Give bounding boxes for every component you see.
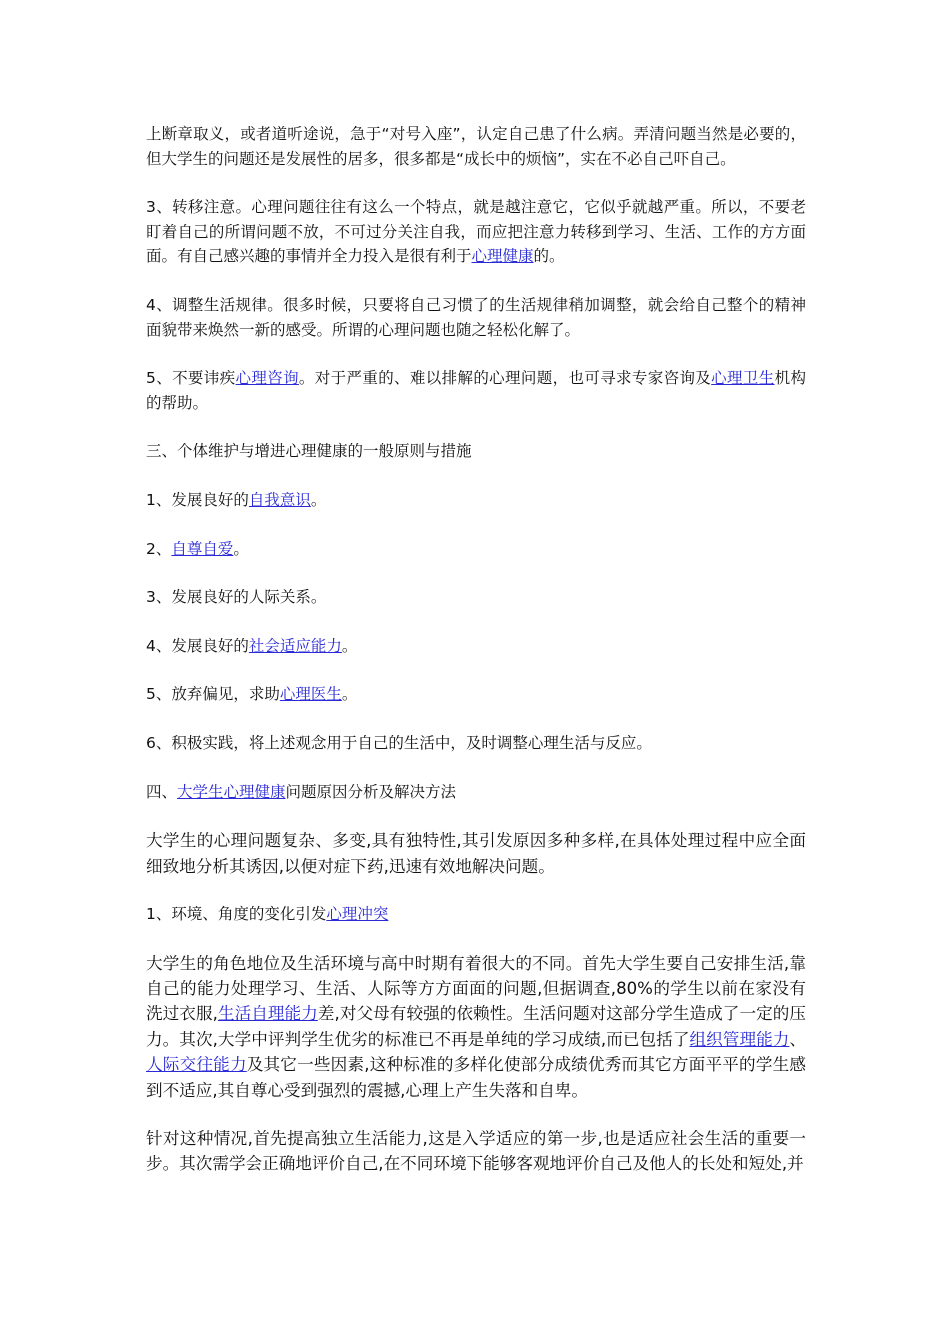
paragraph-6 xyxy=(146,488,806,513)
inline-link[interactable]: 心理健康 xyxy=(471,247,534,266)
text-run: 。 xyxy=(310,490,327,509)
text-run: 3、发展良好的人际关系。 xyxy=(146,588,327,607)
text-run: 大学生的角色地位及生活环境与高中时期有着很大的不同。首先大学生要自己安排生活,靠自己的能力处理学习、生活、人际等方方面面的问题,但据调查,80%的学生以前在家没有洗过衣服, xyxy=(146,953,806,1024)
text-run: 针对这种情况,首先提高独立生活能力,这是入学适应的第一步,也是适应社会生活的重要一步。其次需学会正确地评价自己,在不同环境下能够客观地评价自己及他人的长处和短处,并 xyxy=(146,1128,806,1174)
text-run: 1、环境、角度的变化引发 xyxy=(146,904,327,923)
inline-link[interactable]: 社会适应能力 xyxy=(248,636,342,655)
inline-link[interactable]: 心理卫生 xyxy=(711,369,775,388)
text-run: 差,对父母有较强的依赖性。生活问题对这部分学生造成了一定的压力。其次,大学中评判学生优劣的标准已不再是单纯的学习成绩,而已包括了 xyxy=(146,1004,807,1049)
inline-link[interactable]: 人际交往能力 xyxy=(146,1055,247,1075)
text-run: 大学生的心理问题复杂、多变,具有独特性,其引发原因多种多样,在具体处理过程中应全面细致地分析其诱因,以便对症下药,迅速有效地解决问题。 xyxy=(146,831,806,876)
paragraph-7 xyxy=(146,537,806,562)
inline-link[interactable]: 生活自理能力 xyxy=(217,1004,318,1024)
text-run: 。 xyxy=(341,636,358,655)
text-run: 机构的帮助。 xyxy=(146,369,806,412)
text-run: 上断章取义，或者道听途说，急于“对号入座”，认定自己患了什么病。弄清问题当然是必要的，但大学生的问题还是发展性的居多，很多都是“成长中的烦恼”，实在不必自己吓自己。 xyxy=(146,125,806,168)
paragraph-2 xyxy=(146,195,806,269)
text-run: 3、转移注意。心理问题往往有这么一个特点，就是越注意它，它似乎就越严重。所以，不要老盯着自己的所谓问题不放，不可过分关注自我，而应把注意力转移到学习、生活、工作的方方面面。有自己感兴趣的事情并全力投入是很有利于 xyxy=(146,198,806,266)
text-run: 。对于严重的、难以排解的心理问题，也可寻求专家咨询及 xyxy=(298,369,712,388)
paragraph-8 xyxy=(146,585,806,610)
paragraph-10 xyxy=(146,682,806,707)
inline-link[interactable]: 心理冲突 xyxy=(326,904,389,923)
inline-link[interactable]: 大学生心理健康 xyxy=(177,782,286,801)
text-run: 、 xyxy=(789,1029,806,1049)
paragraph-4 xyxy=(146,366,806,415)
text-run: 1、发展良好的 xyxy=(146,490,249,509)
text-run: 三、个体维护与增进心理健康的一般原则与措施 xyxy=(146,442,472,461)
paragraph-14 xyxy=(146,902,806,927)
paragraph-5 xyxy=(146,439,806,464)
paragraph-15 xyxy=(146,951,806,1103)
paragraph-16 xyxy=(146,1126,806,1177)
inline-link[interactable]: 心理咨询 xyxy=(235,369,299,388)
paragraph-1 xyxy=(146,122,806,171)
text-run: 2、 xyxy=(146,539,172,558)
text-run: 5、不要讳疾 xyxy=(146,369,236,388)
paragraph-13 xyxy=(146,828,806,879)
inline-link[interactable]: 自尊自爱 xyxy=(171,539,234,558)
inline-link[interactable]: 心理医生 xyxy=(279,685,342,704)
paragraph-11 xyxy=(146,731,806,756)
text-run: 6、积极实践，将上述观念用于自己的生活中，及时调整心理生活与反应。 xyxy=(146,733,652,752)
paragraph-9 xyxy=(146,634,806,659)
text-run: 四、 xyxy=(146,782,178,801)
text-run: 4、发展良好的 xyxy=(146,636,249,655)
text-run: 问题原因分析及解决方法 xyxy=(285,782,457,801)
paragraph-3 xyxy=(146,293,806,342)
text-run: 。 xyxy=(341,685,358,704)
text-run: 及其它一些因素,这种标准的多样化使部分成绩优秀而其它方面平平的学生感到不适应,其自尊心受到强烈的震撼,心理上产生失落和自卑。 xyxy=(146,1055,806,1100)
text-run: 5、放弃偏见，求助 xyxy=(146,685,280,704)
paragraph-12 xyxy=(146,780,806,805)
text-run: 。 xyxy=(233,539,249,558)
inline-link[interactable]: 自我意识 xyxy=(248,490,311,509)
text-run: 的。 xyxy=(533,247,565,266)
text-run: 4、调整生活规律。很多时候，只要将自己习惯了的生活规律稍加调整，就会给自己整个的精神面貌带来焕然一新的感受。所谓的心理问题也随之轻松化解了。 xyxy=(146,295,806,339)
inline-link[interactable]: 组织管理能力 xyxy=(689,1029,790,1049)
